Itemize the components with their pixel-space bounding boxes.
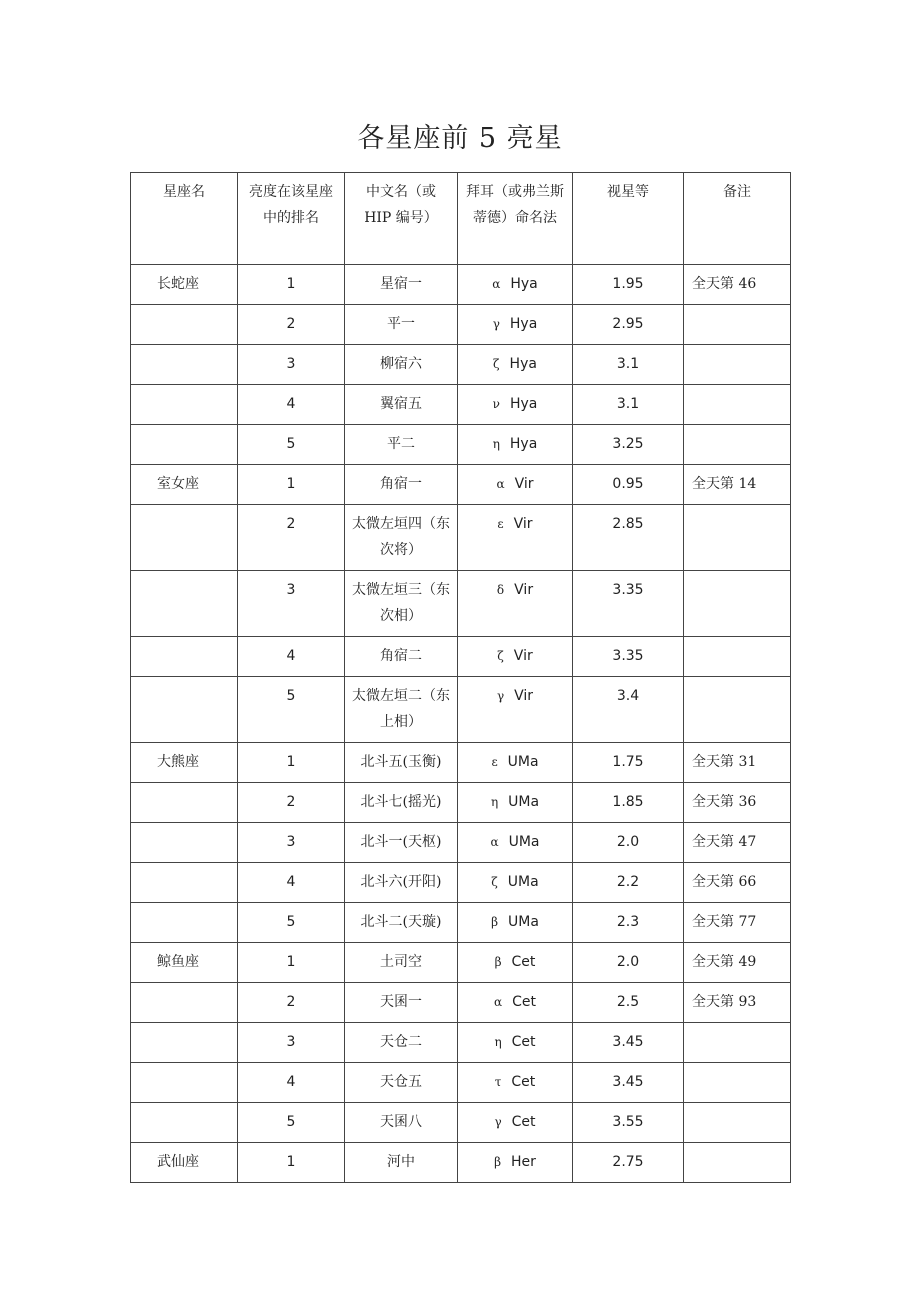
note-cell bbox=[684, 1023, 791, 1063]
greek-letter: δ bbox=[496, 583, 505, 597]
constellation-cell bbox=[131, 345, 238, 385]
note-cell: 全天第 66 bbox=[684, 863, 791, 903]
rank-cell: 3 bbox=[238, 345, 345, 385]
magnitude-cell: 3.45 bbox=[573, 1063, 684, 1103]
table-row bbox=[131, 1143, 791, 1183]
header-row bbox=[131, 173, 791, 265]
greek-letter: β bbox=[494, 955, 502, 969]
constellation-cell bbox=[131, 505, 238, 571]
greek-letter: η bbox=[494, 1035, 502, 1049]
chinese-name-cell: 星宿一 bbox=[345, 265, 458, 305]
bayer-cell bbox=[458, 425, 573, 465]
magnitude-cell: 1.75 bbox=[573, 743, 684, 783]
greek-letter: τ bbox=[494, 1075, 502, 1089]
note-cell: 全天第 93 bbox=[684, 983, 791, 1023]
chinese-name-cell: 角宿一 bbox=[345, 465, 458, 505]
constellation-cell bbox=[131, 637, 238, 677]
greek-letter: ζ bbox=[497, 649, 504, 663]
constellation-abbr: Cet bbox=[512, 994, 536, 1010]
constellation-abbr: Vir bbox=[513, 648, 533, 664]
rank-cell: 1 bbox=[238, 1143, 345, 1183]
constellation-abbr: Hya bbox=[510, 276, 538, 292]
magnitude-cell: 3.35 bbox=[573, 637, 684, 677]
note-cell bbox=[684, 345, 791, 385]
bayer-cell bbox=[458, 743, 573, 783]
rank-cell: 1 bbox=[238, 743, 345, 783]
rank-cell: 2 bbox=[238, 305, 345, 345]
constellation-cell bbox=[131, 677, 238, 743]
constellation-cell: 武仙座 bbox=[131, 1143, 238, 1183]
rank-cell: 1 bbox=[238, 465, 345, 505]
table-row bbox=[131, 677, 791, 743]
chinese-name-cell: 土司空 bbox=[345, 943, 458, 983]
table-row bbox=[131, 1023, 791, 1063]
bayer-cell bbox=[458, 637, 573, 677]
header-note: 备注 bbox=[684, 173, 791, 265]
bayer-cell bbox=[458, 903, 573, 943]
greek-letter: ε bbox=[497, 517, 504, 531]
table-row bbox=[131, 265, 791, 305]
greek-letter: ζ bbox=[491, 875, 498, 889]
magnitude-cell: 1.95 bbox=[573, 265, 684, 305]
note-cell bbox=[684, 305, 791, 345]
chinese-name-cell: 天囷一 bbox=[345, 983, 458, 1023]
chinese-name-cell: 天囷八 bbox=[345, 1103, 458, 1143]
magnitude-cell: 2.2 bbox=[573, 863, 684, 903]
constellation-cell: 长蛇座 bbox=[131, 265, 238, 305]
constellation-cell bbox=[131, 1023, 238, 1063]
rank-cell: 5 bbox=[238, 425, 345, 465]
chinese-name-cell: 天仓二 bbox=[345, 1023, 458, 1063]
greek-letter: ε bbox=[491, 755, 498, 769]
constellation-cell bbox=[131, 425, 238, 465]
bayer-cell bbox=[458, 983, 573, 1023]
note-cell bbox=[684, 1063, 791, 1103]
table-row bbox=[131, 571, 791, 637]
table-row bbox=[131, 345, 791, 385]
bayer-cell bbox=[458, 571, 573, 637]
rank-cell: 4 bbox=[238, 1063, 345, 1103]
greek-letter: η bbox=[492, 437, 500, 451]
magnitude-cell: 3.1 bbox=[573, 345, 684, 385]
table-row bbox=[131, 903, 791, 943]
rank-cell: 3 bbox=[238, 1023, 345, 1063]
chinese-name-cell: 翼宿五 bbox=[345, 385, 458, 425]
chinese-name-cell: 柳宿六 bbox=[345, 345, 458, 385]
bayer-cell bbox=[458, 783, 573, 823]
table-row bbox=[131, 943, 791, 983]
magnitude-cell: 3.45 bbox=[573, 1023, 684, 1063]
chinese-name-cell: 太微左垣三（东次相） bbox=[345, 571, 458, 637]
note-cell bbox=[684, 385, 791, 425]
constellation-cell bbox=[131, 385, 238, 425]
chinese-name-cell: 北斗六(开阳) bbox=[345, 863, 458, 903]
rank-cell: 5 bbox=[238, 677, 345, 743]
bayer-cell bbox=[458, 1103, 573, 1143]
constellation-abbr: Hya bbox=[509, 396, 538, 412]
constellation-cell bbox=[131, 903, 238, 943]
note-cell: 全天第 46 bbox=[684, 265, 791, 305]
bayer-cell bbox=[458, 305, 573, 345]
magnitude-cell: 2.75 bbox=[573, 1143, 684, 1183]
note-cell bbox=[684, 1103, 791, 1143]
chinese-name-cell: 北斗二(天璇) bbox=[345, 903, 458, 943]
magnitude-cell: 3.35 bbox=[573, 571, 684, 637]
table-row bbox=[131, 385, 791, 425]
constellation-cell bbox=[131, 1063, 238, 1103]
note-cell bbox=[684, 425, 791, 465]
rank-cell: 4 bbox=[238, 863, 345, 903]
chinese-name-cell: 平二 bbox=[345, 425, 458, 465]
greek-letter: ν bbox=[492, 397, 500, 411]
rank-cell: 2 bbox=[238, 983, 345, 1023]
chinese-name-cell: 太微左垣四（东次将） bbox=[345, 505, 458, 571]
constellation-abbr: UMa bbox=[508, 794, 540, 810]
bayer-cell bbox=[458, 863, 573, 903]
table-row bbox=[131, 863, 791, 903]
table-row bbox=[131, 743, 791, 783]
constellation-cell: 大熊座 bbox=[131, 743, 238, 783]
bayer-cell bbox=[458, 943, 573, 983]
magnitude-cell: 2.0 bbox=[573, 823, 684, 863]
note-cell bbox=[684, 571, 791, 637]
bayer-cell bbox=[458, 823, 573, 863]
greek-letter: β bbox=[494, 1155, 502, 1169]
chinese-name-cell: 北斗七(摇光) bbox=[345, 783, 458, 823]
rank-cell: 3 bbox=[238, 571, 345, 637]
magnitude-cell: 0.95 bbox=[573, 465, 684, 505]
magnitude-cell: 3.1 bbox=[573, 385, 684, 425]
rank-cell: 3 bbox=[238, 823, 345, 863]
rank-cell: 5 bbox=[238, 1103, 345, 1143]
rank-cell: 5 bbox=[238, 903, 345, 943]
magnitude-cell: 2.0 bbox=[573, 943, 684, 983]
header-bayer-designation: 拜耳（或弗兰斯蒂德）命名法 bbox=[458, 173, 573, 265]
table-row bbox=[131, 637, 791, 677]
note-cell bbox=[684, 637, 791, 677]
constellation-cell bbox=[131, 983, 238, 1023]
table-row bbox=[131, 1103, 791, 1143]
page-title: 各星座前 5 亮星 bbox=[357, 123, 563, 154]
bayer-cell bbox=[458, 385, 573, 425]
constellation-cell bbox=[131, 823, 238, 863]
rank-cell: 4 bbox=[238, 385, 345, 425]
note-cell: 全天第 14 bbox=[684, 465, 791, 505]
greek-letter: γ bbox=[496, 689, 505, 703]
greek-letter: α bbox=[492, 277, 501, 291]
table-row bbox=[131, 505, 791, 571]
constellation-abbr: Vir bbox=[513, 516, 533, 532]
constellation-abbr: Vir bbox=[514, 476, 534, 492]
bayer-cell bbox=[458, 505, 573, 571]
note-cell: 全天第 77 bbox=[684, 903, 791, 943]
chinese-name-cell: 角宿二 bbox=[345, 637, 458, 677]
header-constellation: 星座名 bbox=[131, 173, 238, 265]
constellation-cell bbox=[131, 305, 238, 345]
constellation-abbr: Hya bbox=[509, 356, 537, 372]
constellation-cell: 室女座 bbox=[131, 465, 238, 505]
constellation-abbr: UMa bbox=[507, 874, 539, 890]
constellation-abbr: Hya bbox=[509, 316, 538, 332]
chinese-name-cell: 天仓五 bbox=[345, 1063, 458, 1103]
bayer-cell bbox=[458, 1143, 573, 1183]
bayer-cell bbox=[458, 265, 573, 305]
header-chinese-name: 中文名（或 HIP 编号） bbox=[345, 173, 458, 265]
header-magnitude: 视星等 bbox=[573, 173, 684, 265]
constellation-cell bbox=[131, 783, 238, 823]
chinese-name-cell: 北斗五(玉衡) bbox=[345, 743, 458, 783]
table-row bbox=[131, 465, 791, 505]
greek-letter: α bbox=[496, 477, 505, 491]
constellation-cell bbox=[131, 863, 238, 903]
note-cell: 全天第 31 bbox=[684, 743, 791, 783]
magnitude-cell: 2.95 bbox=[573, 305, 684, 345]
rank-cell: 1 bbox=[238, 265, 345, 305]
chinese-name-cell: 河中 bbox=[345, 1143, 458, 1183]
chinese-name-cell: 北斗一(天枢) bbox=[345, 823, 458, 863]
greek-letter: γ bbox=[494, 1115, 502, 1129]
greek-letter: α bbox=[490, 835, 499, 849]
note-cell: 全天第 49 bbox=[684, 943, 791, 983]
constellation-abbr: Her bbox=[511, 1154, 536, 1170]
greek-letter: γ bbox=[492, 317, 500, 331]
constellation-abbr: UMa bbox=[508, 834, 540, 850]
greek-letter: α bbox=[494, 995, 503, 1009]
chinese-name-cell: 平一 bbox=[345, 305, 458, 345]
header-rank: 亮度在该星座中的排名 bbox=[238, 173, 345, 265]
rank-cell: 2 bbox=[238, 783, 345, 823]
magnitude-cell: 2.85 bbox=[573, 505, 684, 571]
greek-letter: ζ bbox=[493, 357, 500, 371]
constellation-abbr: Cet bbox=[511, 1074, 536, 1090]
constellation-abbr: UMa bbox=[508, 914, 539, 930]
constellation-abbr: UMa bbox=[507, 754, 539, 770]
note-cell: 全天第 36 bbox=[684, 783, 791, 823]
magnitude-cell: 2.5 bbox=[573, 983, 684, 1023]
magnitude-cell: 1.85 bbox=[573, 783, 684, 823]
table-row bbox=[131, 425, 791, 465]
constellation-abbr: Cet bbox=[511, 1114, 536, 1130]
note-cell bbox=[684, 1143, 791, 1183]
constellation-cell bbox=[131, 571, 238, 637]
rank-cell: 2 bbox=[238, 505, 345, 571]
constellation-cell: 鲸鱼座 bbox=[131, 943, 238, 983]
table-row bbox=[131, 823, 791, 863]
constellation-abbr: Hya bbox=[509, 436, 538, 452]
constellation-abbr: Cet bbox=[511, 954, 536, 970]
chinese-name-cell: 太微左垣二（东上相） bbox=[345, 677, 458, 743]
constellation-cell bbox=[131, 1103, 238, 1143]
constellation-abbr: Vir bbox=[514, 688, 534, 704]
table-row bbox=[131, 983, 791, 1023]
table-row bbox=[131, 305, 791, 345]
bayer-cell bbox=[458, 1063, 573, 1103]
rank-cell: 1 bbox=[238, 943, 345, 983]
magnitude-cell: 2.3 bbox=[573, 903, 684, 943]
note-cell bbox=[684, 677, 791, 743]
greek-letter: η bbox=[490, 795, 499, 809]
magnitude-cell: 3.25 bbox=[573, 425, 684, 465]
table-row bbox=[131, 1063, 791, 1103]
note-cell: 全天第 47 bbox=[684, 823, 791, 863]
magnitude-cell: 3.55 bbox=[573, 1103, 684, 1143]
bright-stars-table bbox=[130, 172, 791, 1183]
magnitude-cell: 3.4 bbox=[573, 677, 684, 743]
constellation-abbr: Vir bbox=[514, 582, 534, 598]
bayer-cell bbox=[458, 345, 573, 385]
constellation-abbr: Cet bbox=[511, 1034, 536, 1050]
note-cell bbox=[684, 505, 791, 571]
bayer-cell bbox=[458, 465, 573, 505]
bayer-cell bbox=[458, 1023, 573, 1063]
rank-cell: 4 bbox=[238, 637, 345, 677]
table-row bbox=[131, 783, 791, 823]
greek-letter: β bbox=[491, 915, 499, 929]
bayer-cell bbox=[458, 677, 573, 743]
